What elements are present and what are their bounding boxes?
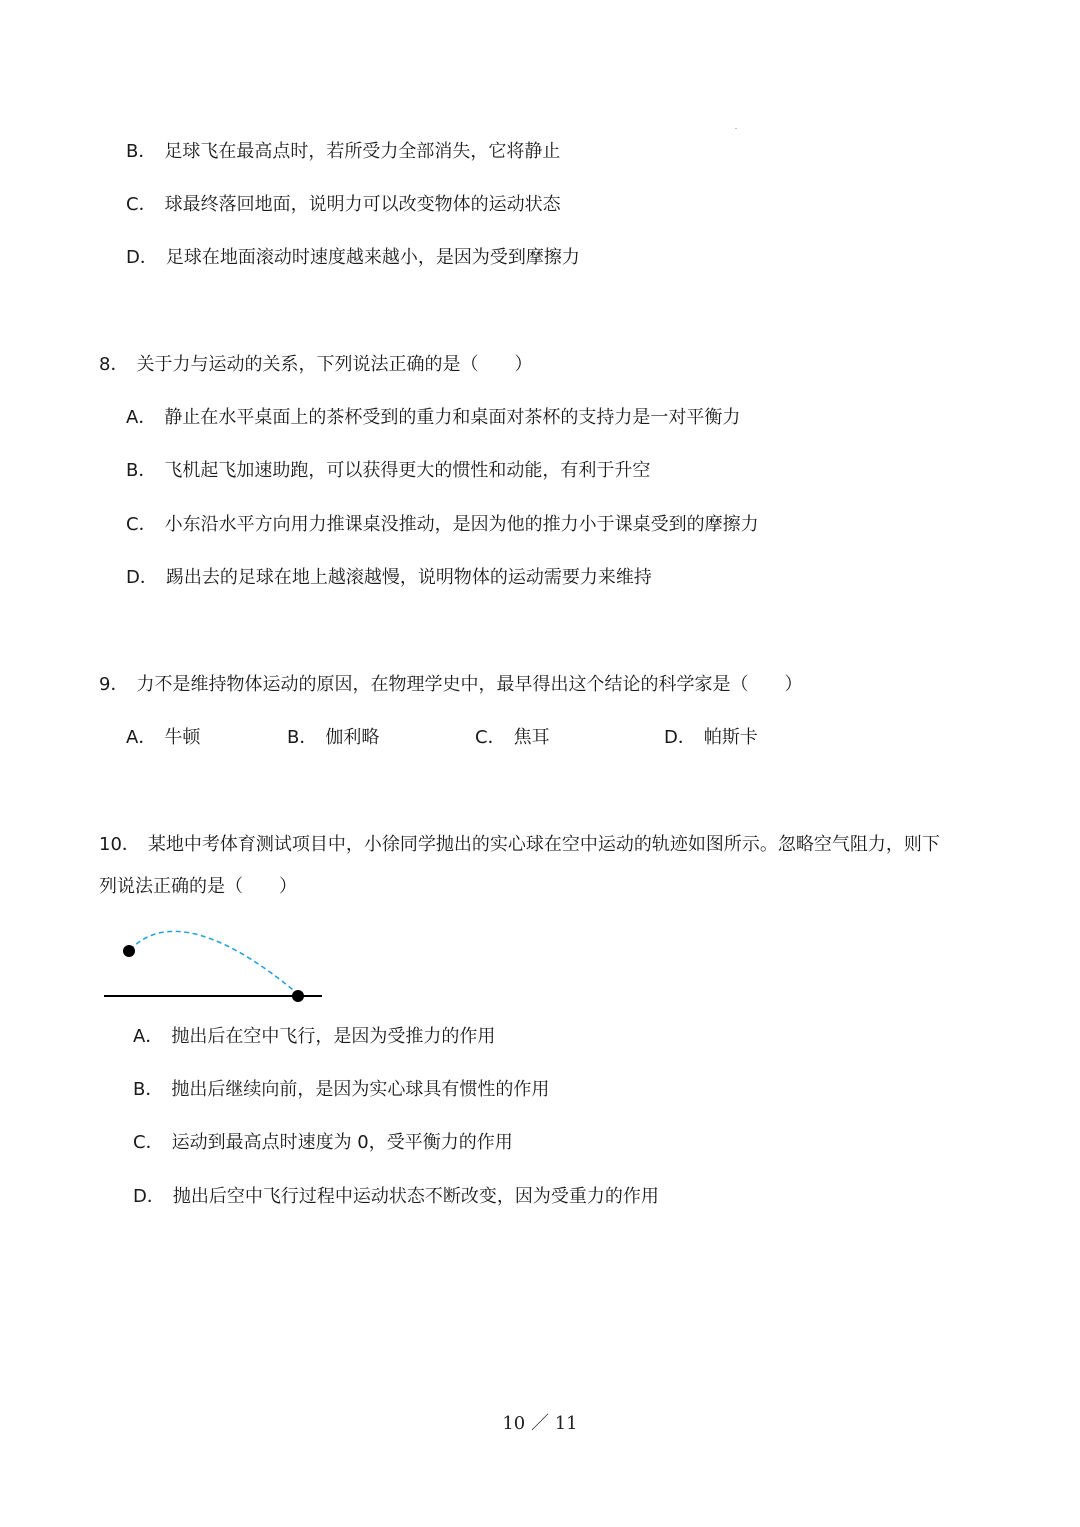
q7-option-b [126,140,560,164]
question-text-continued: 列说法正确的是（ ） [99,876,297,897]
question-number: 9． [99,674,129,695]
option-text: 伽利略 [325,727,380,748]
option-text: 抛出后继续向前，是因为实心球具有惯性的作用 [171,1079,550,1100]
q9-option-b [287,726,379,750]
scan-speck [735,128,737,129]
option-letter: C． [126,514,157,535]
option-text: 抛出后在空中飞行，是因为受推力的作用 [171,1026,496,1047]
ball-start-point [123,945,135,957]
question-number: 8． [99,354,129,375]
option-text: 足球在地面滚动时速度越来越小，是因为受到摩擦力 [165,247,580,268]
question-number: 10． [99,834,140,855]
option-text: 飞机起飞加速助跑，可以获得更大的惯性和动能，有利于升空 [164,460,651,481]
option-letter: C． [133,1132,164,1153]
option-text: 牛顿 [164,727,201,748]
option-letter: B． [126,141,157,162]
option-text: 小东沿水平方向用力推课桌没推动，是因为他的推力小于课桌受到的摩擦力 [164,514,759,535]
q9-option-c [475,726,550,750]
q8-option-d [126,566,652,590]
option-letter: D． [664,727,696,748]
q9-option-a [126,726,200,750]
option-letter: A． [126,727,157,748]
option-text: 运动到最高点时速度为 0，受平衡力的作用 [171,1132,513,1153]
option-letter: B． [287,727,318,748]
q10-stem-line2 [99,875,297,899]
question-text: 力不是维持物体运动的原因，在物理学史中，最早得出这个结论的科学家是（ ） [136,674,803,695]
option-letter: D． [126,247,158,268]
option-text: 球最终落回地面，说明力可以改变物体的运动状态 [164,194,561,215]
option-letter: A． [133,1026,164,1047]
trajectory-figure [100,918,330,1004]
option-letter: B． [133,1079,164,1100]
option-letter: A． [126,407,157,428]
page-number: 10 ／ 11 [502,1413,578,1434]
q10-option-d [133,1185,659,1209]
option-text: 足球飞在最高点时，若所受力全部消失，它将静止 [164,141,561,162]
trajectory-dashed-curve [130,931,298,994]
option-text: 帕斯卡 [703,727,758,748]
option-text: 焦耳 [513,727,550,748]
ball-landing-point [292,990,304,1002]
option-letter: D． [126,567,158,588]
option-letter: C． [475,727,506,748]
q8-stem [99,353,532,377]
q8-option-c [126,513,759,537]
q7-option-d [126,246,580,270]
q10-stem-line1 [99,833,940,857]
q10-option-c [133,1131,513,1155]
option-text: 踢出去的足球在地上越滚越慢，说明物体的运动需要力来维持 [165,567,652,588]
q9-option-d [664,726,758,750]
option-letter: B． [126,460,157,481]
option-text: 抛出后空中飞行过程中运动状态不断改变，因为受重力的作用 [172,1186,659,1207]
q10-option-a [133,1025,495,1049]
option-letter: D． [133,1186,165,1207]
q8-option-b [126,459,650,483]
option-letter: C． [126,194,157,215]
q10-option-b [133,1078,549,1102]
trajectory-diagram [100,918,330,1004]
question-text: 关于力与运动的关系，下列说法正确的是（ ） [136,354,533,375]
option-text: 静止在水平桌面上的茶杯受到的重力和桌面对茶杯的支持力是一对平衡力 [164,407,741,428]
q8-option-a [126,406,740,430]
q9-stem [99,673,802,697]
q7-option-c [126,193,561,217]
question-text: 某地中考体育测试项目中，小徐同学抛出的实心球在空中运动的轨迹如图所示。忽略空气阻力，则下 [147,834,940,855]
